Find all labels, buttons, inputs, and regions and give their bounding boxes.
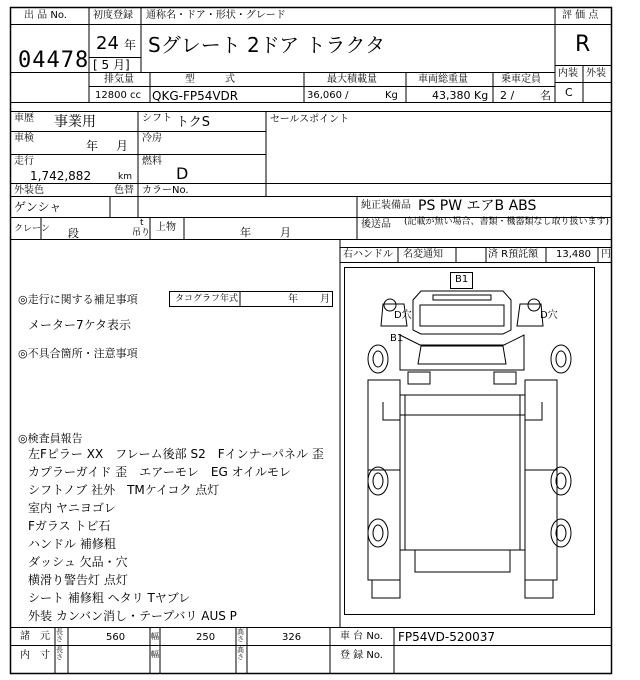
lot-number-label: 出 品 No. (24, 10, 67, 21)
fuel-type: D (176, 164, 189, 183)
sales-point-label: セールスポイント (270, 114, 350, 125)
interior-width-label: 幅 (151, 650, 159, 659)
exterior-color-label: 外装色 (14, 185, 44, 196)
registration-year: 24 (96, 33, 119, 54)
fuel-label: 燃料 (142, 156, 162, 167)
recycle-deposit-unit: 円 (601, 249, 611, 260)
report-line: Fガラス トビ石 (28, 519, 111, 533)
max-load-value: 36,060 / (307, 90, 349, 101)
first-registration-label: 初度登録 (93, 10, 133, 21)
color-change-label: 色替 (114, 185, 134, 196)
mileage-unit: km (118, 172, 132, 182)
standard-equipment: PS PW エアB ABS (418, 198, 537, 214)
max-load-label: 最大積載量 (327, 74, 377, 85)
registration-month: [ 5 月] (93, 58, 130, 72)
score-label: 評 価 点 (562, 10, 599, 21)
registration-year-unit: 年 (124, 38, 137, 52)
color-number-label: カラーNo. (142, 185, 189, 196)
inspection-year-unit: 年 (86, 139, 99, 153)
displacement-value: 12800 cc (95, 90, 141, 101)
report-line: 室内 ヤニヨゴレ (28, 501, 116, 515)
defects-label: ◎不具合箇所・注意事項 (18, 347, 138, 360)
steering-side: 右ハンドル (343, 249, 393, 260)
vehicle-name: Sグレート 2ドア トラクタ (148, 33, 386, 57)
upper-body-year-unit: 年 (240, 226, 251, 239)
crane-lift-unit: 吊り (132, 228, 151, 238)
aftermarket-items-label: 後送品 (361, 219, 391, 230)
upper-body-month-unit: 月 (280, 226, 291, 239)
interior-grade: C (565, 86, 573, 99)
shift-type: トクS (176, 115, 210, 130)
report-line: 左Fピラー XX フレーム後部 S2 Fインナーパネル 歪 (28, 447, 324, 461)
report-line: 横滑り警告灯 点灯 (28, 573, 128, 587)
standard-equipment-label: 純正装備品 (361, 200, 411, 211)
max-load-unit: Kg (385, 90, 398, 101)
aftermarket-note: (記載が無い場合、書類・機器類なし取り扱います) (404, 217, 610, 227)
gross-weight-value: 43,380 Kg (432, 89, 489, 102)
exterior-grade-label: 外装 (586, 68, 606, 79)
height-value: 326 (282, 632, 302, 643)
report-line: 外装 カンバン消し・テープバリ AUS P (28, 609, 237, 623)
seating-capacity-label: 乗車定員 (501, 74, 541, 85)
recycle-deposit-amount: 13,480 (556, 249, 591, 260)
chassis-number-label: 車 台 No. (340, 631, 383, 642)
seating-capacity-unit: 名 (540, 89, 551, 102)
report-line: カプラーガイド 歪 エアーモレ EG オイルモレ (28, 465, 291, 479)
length-value: 560 (106, 632, 126, 643)
vehicle-name-label: 通称名・ドア・形状・グレード (146, 10, 286, 21)
b1-label-left: B1 (390, 333, 404, 344)
inspection-month-unit: 月 (116, 139, 129, 153)
lot-number: 04478 (18, 48, 90, 73)
inspector-report-label: ◎検査員報告 (18, 432, 83, 445)
report-line: ハンドル 補修粗 (28, 537, 116, 551)
name-change-notice: 名変通知 (403, 249, 443, 260)
driving-note: メーター7ケタ表示 (28, 318, 132, 332)
exterior-color: ゲンシャ (14, 200, 62, 214)
width-label: 幅 (151, 632, 159, 641)
shift-label: シフト (142, 113, 172, 124)
report-line: ダッシュ 欠品・穴 (28, 555, 128, 569)
registration-number-label: 登 録 No. (340, 650, 383, 661)
interior-dimensions-label: 内 寸 (20, 650, 50, 661)
mileage-value: 1,742,882 (30, 169, 92, 183)
auction-score: R (575, 32, 591, 57)
gross-weight-label: 車両総重量 (418, 74, 468, 85)
height-label: 高さ (237, 628, 244, 644)
crane-stage-unit: 段 (68, 227, 79, 240)
vehicle-history: 事業用 (54, 114, 96, 130)
specifications-label: 諸 元 (20, 631, 50, 642)
mileage-label: 走行 (14, 156, 34, 167)
crane-label: クレーン (14, 224, 50, 234)
length-label: 長さ (56, 628, 63, 644)
interior-grade-label: 内装 (558, 68, 578, 79)
chassis-number: FP54VD-520037 (398, 630, 495, 644)
report-line: シフトノブ 社外 TMケイコク 点灯 (28, 483, 220, 497)
driving-notes-label: ◎走行に関する補足事項 (18, 293, 138, 306)
b1-label-top: B1 (455, 274, 469, 285)
air-conditioning-label: 冷房 (142, 133, 162, 144)
d-hole-left-label: D穴 (394, 310, 412, 321)
inspection-label: 車検 (14, 133, 34, 144)
interior-length-label: 長さ (56, 646, 63, 662)
recycle-deposit-label: 済 R預託額 (488, 249, 539, 260)
tachograph-month-unit: 月 (320, 294, 330, 305)
vehicle-history-label: 車歴 (14, 113, 34, 124)
interior-height-label: 高さ (237, 646, 244, 662)
upper-body-label: 上物 (156, 222, 176, 233)
crane-ton-unit: t (140, 218, 144, 228)
seating-capacity-value: 2 / (500, 89, 515, 102)
model-code-label: 型 式 (185, 74, 235, 85)
report-line: シート 補修粗 ヘタリ Tヤブレ (28, 591, 191, 605)
d-hole-right-label: D穴 (540, 310, 558, 321)
tachograph-label: タコグラフ年式 (175, 294, 239, 304)
tachograph-year-unit: 年 (288, 294, 298, 305)
model-code: QKG-FP54VDR (152, 89, 239, 103)
width-value: 250 (196, 632, 216, 643)
displacement-label: 排気量 (104, 74, 134, 85)
